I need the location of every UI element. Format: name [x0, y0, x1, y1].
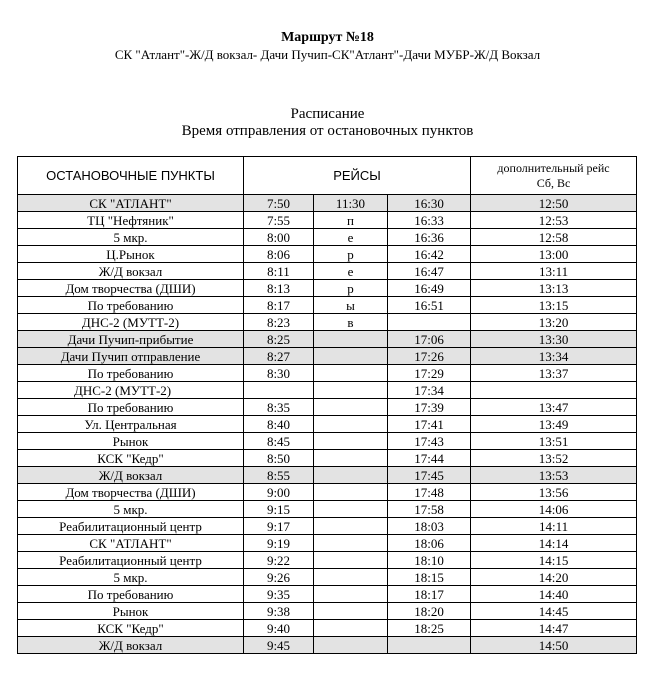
schedule-title: Расписание — [290, 106, 365, 122]
trip2-cell — [314, 535, 388, 552]
table-row — [18, 467, 637, 484]
table-row — [18, 569, 637, 586]
trip2-cell — [314, 603, 388, 620]
table-row — [18, 484, 637, 501]
trip2-cell: е — [314, 263, 388, 280]
stop-cell: По требованию — [18, 365, 244, 382]
trip2-cell — [314, 569, 388, 586]
extra-trip-cell: 14:20 — [471, 569, 637, 586]
trip1-cell: 8:30 — [244, 365, 314, 382]
trip3-cell: 18:25 — [388, 620, 471, 637]
extra-trip-cell: 13:49 — [471, 416, 637, 433]
table-row — [18, 501, 637, 518]
trip2-cell — [314, 467, 388, 484]
trip1-cell: 9:35 — [244, 586, 314, 603]
route-path: СК "Атлант"-Ж/Д вокзал- Дачи Пучип-СК"Атлант"-Дачи МУБР-Ж/Д Вокзал — [114, 47, 541, 62]
extra-trip-cell: 13:52 — [471, 450, 637, 467]
table-row — [18, 416, 637, 433]
table-row — [18, 603, 637, 620]
schedule-body — [18, 195, 637, 654]
table-row — [18, 212, 637, 229]
extra-trip-cell: 13:53 — [471, 467, 637, 484]
trip2-cell — [314, 365, 388, 382]
table-row — [18, 195, 637, 212]
trip2-cell — [314, 382, 388, 399]
stop-cell: 5 мкр. — [18, 501, 244, 518]
extra-trip-cell: 13:30 — [471, 331, 637, 348]
trip3-cell: 18:15 — [388, 569, 471, 586]
stop-cell: Рынок — [18, 433, 244, 450]
trip1-cell: 8:00 — [244, 229, 314, 246]
stop-cell: Ж/Д вокзал — [18, 263, 244, 280]
trip1-cell: 9:45 — [244, 637, 314, 654]
trip3-cell: 18:03 — [388, 518, 471, 535]
stop-cell: Дачи Пучип-прибытие — [18, 331, 244, 348]
stop-cell: Рынок — [18, 603, 244, 620]
trip1-cell: 9:26 — [244, 569, 314, 586]
trip2-cell — [314, 433, 388, 450]
trip2-cell — [314, 484, 388, 501]
trip2-cell: п — [314, 212, 388, 229]
table-row — [18, 297, 637, 314]
trip3-cell — [388, 637, 471, 654]
extra-trip-cell: 13:56 — [471, 484, 637, 501]
trip1-cell: 9:19 — [244, 535, 314, 552]
extra-trip-cell: 14:15 — [471, 552, 637, 569]
extra-trip-cell: 12:58 — [471, 229, 637, 246]
trip3-cell: 16:51 — [388, 297, 471, 314]
table-row — [18, 586, 637, 603]
trip1-cell: 8:45 — [244, 433, 314, 450]
stop-cell: По требованию — [18, 399, 244, 416]
trip3-cell: 17:39 — [388, 399, 471, 416]
table-row — [18, 280, 637, 297]
stop-cell: Дом творчества (ДШИ) — [18, 280, 244, 297]
stop-cell: ДНС-2 (МУТТ-2) — [18, 382, 244, 399]
stop-cell: СК "АТЛАНТ" — [18, 535, 244, 552]
stop-cell: Дом творчества (ДШИ) — [18, 484, 244, 501]
header-extra-trip — [471, 157, 637, 195]
extra-trip-cell: 13:34 — [471, 348, 637, 365]
table-row — [18, 518, 637, 535]
extra-trip-cell: 14:11 — [471, 518, 637, 535]
trip1-cell: 9:22 — [244, 552, 314, 569]
extra-trip-cell: 13:20 — [471, 314, 637, 331]
route-title: Маршрут №18 — [281, 30, 374, 45]
trip2-cell — [314, 331, 388, 348]
trip1-cell: 7:50 — [244, 195, 314, 212]
trip3-cell — [388, 314, 471, 331]
table-row — [18, 450, 637, 467]
stop-cell: 5 мкр. — [18, 229, 244, 246]
trip1-cell: 8:25 — [244, 331, 314, 348]
trip2-cell: р — [314, 280, 388, 297]
extra-trip-cell: 12:53 — [471, 212, 637, 229]
extra-trip-cell: 13:13 — [471, 280, 637, 297]
trip1-cell — [244, 382, 314, 399]
trip3-cell: 18:10 — [388, 552, 471, 569]
trip3-cell: 17:29 — [388, 365, 471, 382]
trip3-cell: 17:45 — [388, 467, 471, 484]
extra-trip-cell: 13:11 — [471, 263, 637, 280]
trip3-cell: 16:36 — [388, 229, 471, 246]
trip3-cell: 16:30 — [388, 195, 471, 212]
trip3-cell: 16:42 — [388, 246, 471, 263]
schedule-table — [17, 156, 637, 654]
trip3-cell: 16:49 — [388, 280, 471, 297]
trip1-cell: 8:06 — [244, 246, 314, 263]
trip1-cell: 9:17 — [244, 518, 314, 535]
trip3-cell: 16:33 — [388, 212, 471, 229]
table-row — [18, 263, 637, 280]
trip1-cell: 8:17 — [244, 297, 314, 314]
trip3-cell: 18:06 — [388, 535, 471, 552]
trip3-cell: 17:26 — [388, 348, 471, 365]
trip3-cell: 17:41 — [388, 416, 471, 433]
trip2-cell — [314, 620, 388, 637]
trip3-cell: 17:58 — [388, 501, 471, 518]
table-row — [18, 382, 637, 399]
table-row — [18, 365, 637, 382]
table-row — [18, 314, 637, 331]
trip3-cell: 16:47 — [388, 263, 471, 280]
trip1-cell: 8:27 — [244, 348, 314, 365]
extra-trip-cell — [471, 382, 637, 399]
table-row — [18, 552, 637, 569]
table-row — [18, 331, 637, 348]
trip2-cell — [314, 586, 388, 603]
trip2-cell — [314, 501, 388, 518]
trip2-cell — [314, 348, 388, 365]
stop-cell: Реабилитационный центр — [18, 552, 244, 569]
trip3-cell: 17:48 — [388, 484, 471, 501]
trip2-cell: е — [314, 229, 388, 246]
trip2-cell: в — [314, 314, 388, 331]
table-header-row — [18, 157, 637, 195]
trip1-cell: 9:00 — [244, 484, 314, 501]
table-row — [18, 399, 637, 416]
table-row — [18, 246, 637, 263]
trip1-cell: 7:55 — [244, 212, 314, 229]
extra-trip-cell: 13:51 — [471, 433, 637, 450]
extra-trip-cell: 14:50 — [471, 637, 637, 654]
stop-cell: По требованию — [18, 297, 244, 314]
trip1-cell: 8:11 — [244, 263, 314, 280]
trip1-cell: 8:13 — [244, 280, 314, 297]
table-row — [18, 348, 637, 365]
stop-cell: 5 мкр. — [18, 569, 244, 586]
stop-cell: Ж/Д вокзал — [18, 467, 244, 484]
trip3-cell: 18:17 — [388, 586, 471, 603]
header-extra-line2: Сб, Вс — [536, 175, 571, 190]
extra-trip-cell: 13:47 — [471, 399, 637, 416]
trip3-cell: 17:06 — [388, 331, 471, 348]
stop-cell: КСК "Кедр" — [18, 450, 244, 467]
trip3-cell: 17:34 — [388, 382, 471, 399]
trip3-cell: 18:20 — [388, 603, 471, 620]
extra-trip-cell: 14:40 — [471, 586, 637, 603]
extra-trip-cell: 13:15 — [471, 297, 637, 314]
trip2-cell — [314, 416, 388, 433]
trip1-cell: 8:55 — [244, 467, 314, 484]
stop-cell: Дачи Пучип отправление — [18, 348, 244, 365]
extra-trip-cell: 14:47 — [471, 620, 637, 637]
header-extra-line1: дополнительный рейс — [497, 160, 610, 175]
trip1-cell: 9:40 — [244, 620, 314, 637]
extra-trip-cell: 12:50 — [471, 195, 637, 212]
trip1-cell: 9:15 — [244, 501, 314, 518]
extra-trip-cell: 14:06 — [471, 501, 637, 518]
stop-cell: По требованию — [18, 586, 244, 603]
table-row — [18, 433, 637, 450]
trip1-cell: 8:50 — [244, 450, 314, 467]
schedule-subtitle: Время отправления от остановочных пунктов — [181, 123, 474, 139]
trip2-cell: р — [314, 246, 388, 263]
trip2-cell — [314, 637, 388, 654]
table-row — [18, 637, 637, 654]
stop-cell: КСК "Кедр" — [18, 620, 244, 637]
extra-trip-cell: 14:45 — [471, 603, 637, 620]
trip2-cell — [314, 518, 388, 535]
trip3-cell: 17:43 — [388, 433, 471, 450]
table-row — [18, 620, 637, 637]
trip2-cell: ы — [314, 297, 388, 314]
stop-cell: Реабилитационный центр — [18, 518, 244, 535]
header-trips: РЕЙСЫ — [244, 157, 471, 195]
extra-trip-cell: 13:37 — [471, 365, 637, 382]
trip1-cell: 8:23 — [244, 314, 314, 331]
trip2-cell — [314, 450, 388, 467]
trip1-cell: 8:40 — [244, 416, 314, 433]
extra-trip-cell: 13:00 — [471, 246, 637, 263]
table-row — [18, 535, 637, 552]
stop-cell: Ул. Центральная — [18, 416, 244, 433]
table-row — [18, 229, 637, 246]
header-stops: ОСТАНОВОЧНЫЕ ПУНКТЫ — [18, 157, 244, 195]
extra-trip-cell: 14:14 — [471, 535, 637, 552]
trip2-cell — [314, 552, 388, 569]
trip2-cell — [314, 399, 388, 416]
trip1-cell: 8:35 — [244, 399, 314, 416]
trip3-cell: 17:44 — [388, 450, 471, 467]
trip2-cell: 11:30 — [314, 195, 388, 212]
trip1-cell: 9:38 — [244, 603, 314, 620]
stop-cell: ДНС-2 (МУТТ-2) — [18, 314, 244, 331]
stop-cell: Ц.Рынок — [18, 246, 244, 263]
stop-cell: Ж/Д вокзал — [18, 637, 244, 654]
stop-cell: ТЦ "Нефтяник" — [18, 212, 244, 229]
stop-cell: СК "АТЛАНТ" — [18, 195, 244, 212]
